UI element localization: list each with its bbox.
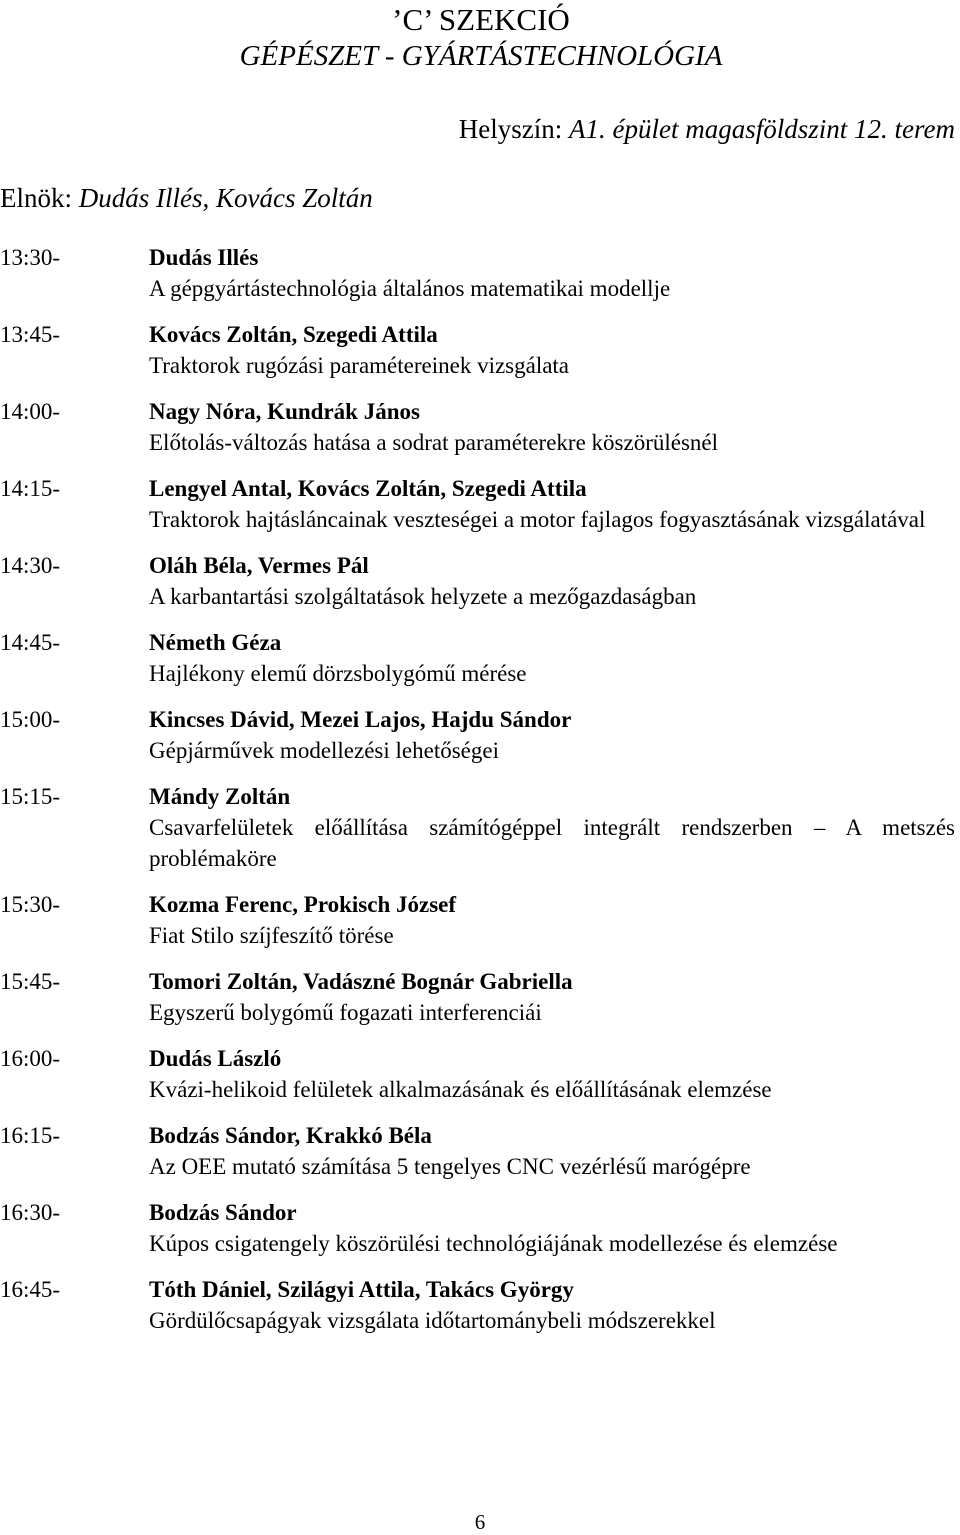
schedule-entry bbox=[0, 966, 960, 1028]
chairs-value: Dudás Illés, Kovács Zoltán bbox=[78, 183, 373, 213]
schedule-entry bbox=[0, 319, 960, 381]
schedule-entry bbox=[0, 1274, 960, 1336]
entry-authors: Mándy Zoltán bbox=[149, 784, 291, 809]
page-number: 6 bbox=[474, 1510, 486, 1534]
entry-authors: Kozma Ferenc, Prokisch József bbox=[149, 892, 457, 917]
entry-title: Hajlékony elemű dörzsbolygómű mérése bbox=[149, 661, 527, 686]
entry-title: Traktorok rugózási paramétereinek vizsgálata bbox=[149, 353, 570, 378]
entry-title: Gördülőcsapágyak vizsgálata időtartománybeli módszerekkel bbox=[149, 1308, 716, 1333]
schedule-list bbox=[0, 242, 960, 1351]
entry-title: A gépgyártástechnológia általános matematikai modellje bbox=[149, 276, 671, 301]
entry-time: 16:45- bbox=[0, 1277, 61, 1302]
entry-authors: Bodzás Sándor bbox=[149, 1200, 297, 1225]
entry-body bbox=[149, 704, 955, 766]
entry-authors: Tóth Dániel, Szilágyi Attila, Takács György bbox=[149, 1277, 574, 1302]
schedule-entry bbox=[0, 1043, 960, 1105]
entry-body bbox=[149, 396, 955, 458]
entry-time: 15:30- bbox=[0, 892, 61, 917]
entry-time: 13:30- bbox=[0, 245, 61, 270]
entry-authors: Lengyel Antal, Kovács Zoltán, Szegedi Attila bbox=[149, 476, 587, 501]
entry-time: 15:45- bbox=[0, 969, 61, 994]
entry-body bbox=[149, 966, 955, 1028]
entry-body bbox=[149, 1197, 955, 1259]
entry-title: Fiat Stilo szíjfeszítő törése bbox=[149, 923, 394, 948]
entry-time: 16:00- bbox=[0, 1046, 61, 1071]
entry-time: 15:15- bbox=[0, 784, 61, 809]
entry-title: Traktorok hajtásláncainak veszteségei a motor fajlagos fogyasztásának vizsgálatával bbox=[149, 507, 926, 532]
entry-body bbox=[149, 781, 955, 874]
entry-time: 13:45- bbox=[0, 322, 61, 347]
schedule-entry bbox=[0, 1197, 960, 1259]
location-label: Helyszín: bbox=[458, 114, 570, 144]
entry-body bbox=[149, 242, 955, 304]
section-title: ’C’ SZEKCIÓ bbox=[392, 2, 570, 37]
schedule-entry bbox=[0, 627, 960, 689]
entry-body bbox=[149, 1043, 955, 1105]
entry-authors: Tomori Zoltán, Vadászné Bognár Gabriella bbox=[149, 969, 573, 994]
entry-body bbox=[149, 473, 955, 535]
entry-body bbox=[149, 1120, 955, 1182]
entry-time: 14:30- bbox=[0, 553, 61, 578]
chairs-label: Elnök: bbox=[0, 183, 79, 213]
section-subtitle: GÉPÉSZET - GYÁRTÁSTECHNOLÓGIA bbox=[239, 40, 723, 72]
schedule-entry bbox=[0, 781, 960, 874]
entry-time: 14:45- bbox=[0, 630, 61, 655]
entry-authors: Németh Géza bbox=[149, 630, 282, 655]
entry-title: Előtolás-változás hatása a sodrat paraméterekre köszörülésnél bbox=[149, 430, 719, 455]
entry-body bbox=[149, 550, 955, 612]
schedule-entry bbox=[0, 704, 960, 766]
entry-authors: Dudás László bbox=[149, 1046, 282, 1071]
entry-authors: Kovács Zoltán, Szegedi Attila bbox=[149, 322, 438, 347]
entry-time: 14:15- bbox=[0, 476, 61, 501]
schedule-entry bbox=[0, 1120, 960, 1182]
schedule-entry bbox=[0, 550, 960, 612]
entry-authors: Nagy Nóra, Kundrák János bbox=[149, 399, 420, 424]
entry-title: Az OEE mutató számítása 5 tengelyes CNC vezérlésű marógépre bbox=[149, 1154, 751, 1179]
entry-authors: Dudás Illés bbox=[149, 245, 259, 270]
schedule-entry bbox=[0, 396, 960, 458]
schedule-entry bbox=[0, 473, 960, 535]
entry-time: 15:00- bbox=[0, 707, 61, 732]
entry-title: Csavarfelületek előállítása számítógéppel integrált rendszerben – A metszés problémaköre bbox=[149, 815, 955, 871]
location-value: A1. épület magasföldszint 12. terem bbox=[569, 114, 955, 144]
entry-body bbox=[149, 627, 955, 689]
entry-authors: Oláh Béla, Vermes Pál bbox=[149, 553, 369, 578]
entry-title: Kúpos csigatengely köszörülési technológiájának modellezése és elemzése bbox=[149, 1231, 838, 1256]
entry-time: 14:00- bbox=[0, 399, 61, 424]
entry-title: Gépjárművek modellezési lehetőségei bbox=[149, 738, 499, 763]
entry-time: 16:30- bbox=[0, 1200, 61, 1225]
entry-body bbox=[149, 319, 955, 381]
entry-title: Egyszerű bolygómű fogazati interferenciái bbox=[149, 1000, 542, 1025]
schedule-entry bbox=[0, 889, 960, 951]
entry-time: 16:15- bbox=[0, 1123, 61, 1148]
entry-body bbox=[149, 1274, 955, 1336]
chairs-line bbox=[0, 182, 373, 214]
entry-title: Kvázi-helikoid felületek alkalmazásának és előállításának elemzése bbox=[149, 1077, 772, 1102]
location-line bbox=[0, 113, 955, 145]
entry-authors: Bodzás Sándor, Krakkó Béla bbox=[149, 1123, 432, 1148]
schedule-entry bbox=[0, 242, 960, 304]
entry-authors: Kincses Dávid, Mezei Lajos, Hajdu Sándor bbox=[149, 707, 572, 732]
entry-title: A karbantartási szolgáltatások helyzete a mezőgazdaságban bbox=[149, 584, 697, 609]
entry-body bbox=[149, 889, 955, 951]
